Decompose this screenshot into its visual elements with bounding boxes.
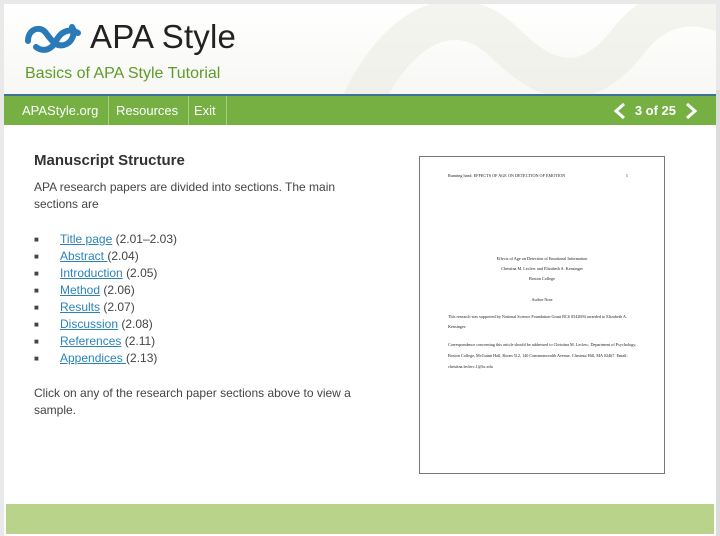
bullet-icon: ■ <box>34 354 39 363</box>
bullet-icon: ■ <box>34 252 39 261</box>
nav-apastyle-link[interactable]: APAStyle.org <box>12 96 109 125</box>
bullet-icon: ■ <box>34 303 39 312</box>
section-ref: (2.04) <box>107 249 139 263</box>
section-link-results[interactable]: Results <box>60 300 101 314</box>
list-item <box>34 299 374 316</box>
section-ref: (2.13) <box>126 351 158 365</box>
tutorial-window <box>4 4 716 536</box>
paper-title-block <box>420 254 664 284</box>
section-ref: (2.08) <box>121 317 153 331</box>
bullet-icon: ■ <box>34 320 39 329</box>
footer-bar <box>6 504 714 534</box>
list-item <box>34 282 374 299</box>
section-list <box>34 231 374 367</box>
section-link-introduction[interactable]: Introduction <box>60 266 123 280</box>
apa-logo[interactable] <box>22 18 236 56</box>
list-item <box>34 248 374 265</box>
nav-bar <box>4 94 716 125</box>
main-content <box>34 152 374 419</box>
apa-logo-icon <box>22 19 86 55</box>
running-head: Running head: EFFECTS OF AGE ON DETECTION OF EMOTION <box>448 173 566 178</box>
section-link-title-page[interactable]: Title page <box>60 232 113 246</box>
nav-exit-link[interactable]: Exit <box>184 96 227 125</box>
list-item <box>34 333 374 350</box>
paper-page-number: 1 <box>625 173 628 178</box>
sample-paper-thumbnail <box>419 156 665 474</box>
section-link-discussion[interactable]: Discussion <box>60 317 119 331</box>
section-ref: (2.07) <box>103 300 135 314</box>
section-ref: (2.05) <box>126 266 158 280</box>
section-ref: (2.11) <box>124 334 156 348</box>
author-note-heading: Author Note <box>531 297 553 302</box>
section-ref: (2.06) <box>103 283 135 297</box>
author-note: This research was supported by National Science Foundation Grant BCS 0542694 awarded to Elizabeth A. Kensinger. <box>448 314 627 329</box>
paper-affiliation: Boston College <box>529 276 555 281</box>
background-swirl-icon <box>336 4 716 94</box>
paper-title: Effects of Age on Detection of Emotional Information <box>496 256 588 261</box>
section-link-abstract[interactable]: Abstract <box>60 249 108 263</box>
brand-name: APA Style <box>90 18 237 55</box>
nav-resources-link[interactable]: Resources <box>106 96 189 125</box>
section-link-method[interactable]: Method <box>60 283 101 297</box>
next-arrow-icon[interactable] <box>684 103 698 119</box>
list-item <box>34 231 374 248</box>
instruction-text: Click on any of the research paper sections above to view a sample. <box>34 386 351 417</box>
window-edge <box>716 90 720 536</box>
prev-arrow-icon[interactable] <box>613 103 627 119</box>
bullet-icon: ■ <box>34 337 39 346</box>
paper-authors: Christina M. Leclerc and Elizabeth A. Kensinger <box>501 266 583 271</box>
header <box>4 4 716 94</box>
bullet-icon: ■ <box>34 286 39 295</box>
bullet-icon: ■ <box>34 269 39 278</box>
page-title: Manuscript Structure <box>34 152 185 169</box>
section-link-appendices[interactable]: Appendices <box>60 351 127 365</box>
page-counter: 3 of 25 <box>634 103 676 118</box>
list-item <box>34 350 374 367</box>
pager <box>613 96 698 125</box>
section-link-references[interactable]: References <box>60 334 122 348</box>
correspondence-note: Correspondence concerning this article should be addressed to Christina M. Leclerc, Department of Psychology, Boston College, McGuinn Hall, Room 512, 140 Commonwealth Avenue, Chestnut Hill, MA 02467. Email: christina.leclerc.1@bc.edu <box>448 342 637 369</box>
list-item <box>34 265 374 282</box>
bullet-icon: ■ <box>34 235 39 244</box>
tutorial-subtitle: Basics of APA Style Tutorial <box>25 65 221 82</box>
section-ref: (2.01–2.03) <box>115 232 177 246</box>
list-item <box>34 316 374 333</box>
intro-text: APA research papers are divided into sections. The main sections are <box>34 180 336 211</box>
